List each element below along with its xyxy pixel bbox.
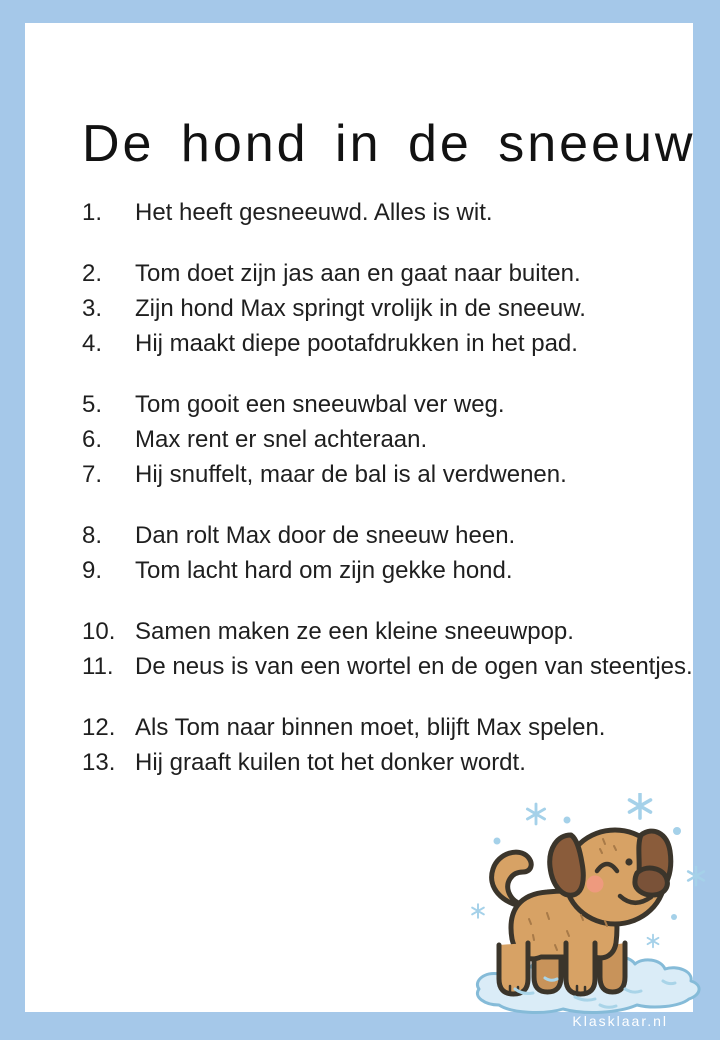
item-number: 11. — [82, 653, 114, 680]
snowflake-icon — [688, 867, 704, 885]
story-group — [82, 195, 702, 230]
item-text: Tom lacht hard om zijn gekke hond. — [135, 557, 513, 584]
story-item — [82, 649, 702, 684]
item-text: Als Tom naar binnen moet, blijft Max spelen. — [135, 714, 606, 741]
story-item — [82, 422, 702, 457]
item-number: 12. — [82, 714, 116, 741]
story-item — [82, 195, 702, 230]
item-number: 9. — [82, 557, 103, 584]
snow-dot-icon — [671, 914, 677, 920]
story-group — [82, 256, 702, 361]
story-item — [82, 457, 702, 492]
story-item — [82, 745, 702, 780]
story-group — [82, 518, 702, 588]
item-text: Tom doet zijn jas aan en gaat naar buiten. — [135, 260, 581, 287]
snow-dot-icon — [564, 817, 571, 824]
story-item — [82, 553, 702, 588]
story-group — [82, 387, 702, 492]
item-text: Het heeft gesneeuwd. Alles is wit. — [135, 199, 493, 226]
page-title: De hond in de sneeuw — [82, 114, 696, 173]
item-text: Dan rolt Max door de sneeuw heen. — [135, 522, 516, 549]
item-number: 5. — [82, 391, 103, 418]
item-text: Hij graaft kuilen tot het donker wordt. — [135, 749, 526, 776]
story-group — [82, 614, 702, 684]
story-item — [82, 710, 702, 745]
item-number: 3. — [82, 295, 103, 322]
item-number: 4. — [82, 330, 103, 357]
story-item — [82, 518, 702, 553]
story-item — [82, 291, 702, 326]
dog-nose — [635, 868, 667, 895]
snowflake-icon — [629, 794, 650, 818]
snow-dot-icon — [673, 827, 681, 835]
worksheet-page — [25, 23, 696, 1012]
item-number: 13. — [82, 749, 116, 776]
dog-leg-back-near — [499, 943, 528, 994]
snowflake-icon — [648, 935, 659, 948]
item-number: 7. — [82, 461, 103, 488]
snowflake-icon — [527, 804, 544, 824]
item-number: 2. — [82, 260, 103, 287]
item-number: 10. — [82, 618, 116, 645]
story-item — [82, 387, 702, 422]
story-item — [82, 256, 702, 291]
story-item — [82, 326, 702, 361]
dog-ear-left — [550, 835, 584, 895]
item-text: Samen maken ze een kleine sneeuwpop. — [135, 618, 574, 645]
snow-dot-icon — [494, 838, 501, 845]
story-item — [82, 614, 702, 649]
item-number: 6. — [82, 426, 103, 453]
item-text: Tom gooit een sneeuwbal ver weg. — [135, 391, 505, 418]
snowflake-icon — [472, 904, 484, 918]
item-text: De neus is van een wortel en de ogen van steentjes. — [135, 653, 693, 680]
dog-eye-dot — [625, 858, 632, 865]
story-group — [82, 710, 702, 780]
item-text: Hij snuffelt, maar de bal is al verdwenen. — [135, 461, 567, 488]
item-text: Zijn hond Max springt vrolijk in de sneeuw. — [135, 295, 586, 322]
dog-leg-front-near — [566, 943, 595, 994]
item-number: 1. — [82, 199, 103, 226]
story-list — [82, 195, 702, 806]
watermark: Klasklaar.nl — [572, 1013, 668, 1029]
item-number: 8. — [82, 522, 103, 549]
dog-cheek — [587, 876, 604, 893]
item-text: Max rent er snel achteraan. — [135, 426, 428, 453]
dog-illustration — [455, 793, 715, 1028]
item-text: Hij maakt diepe pootafdrukken in het pad. — [135, 330, 578, 357]
